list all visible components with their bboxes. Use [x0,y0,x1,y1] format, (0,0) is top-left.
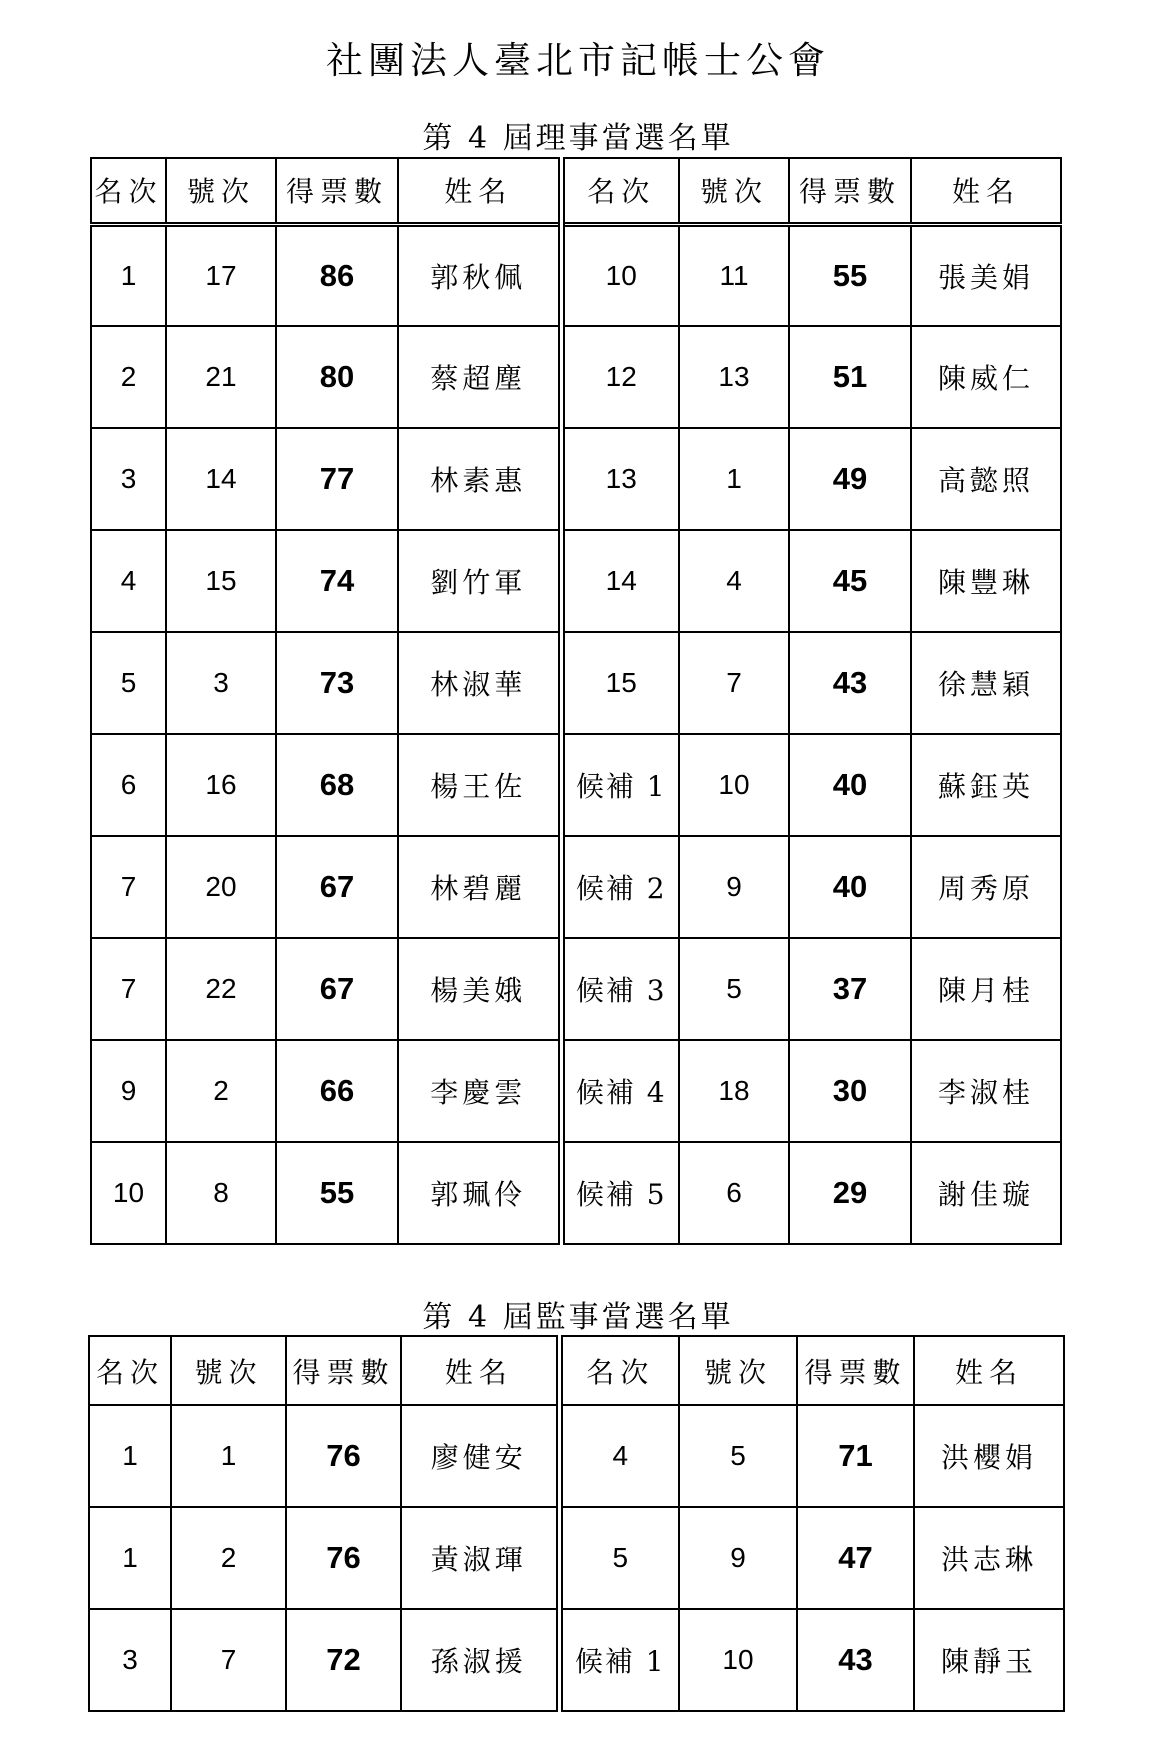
cell-name: 楊王佐 [398,734,561,836]
cell-name: 蔡超塵 [398,326,561,428]
cell-number: 9 [679,1507,797,1609]
cell-number: 5 [679,1405,797,1507]
cell-number: 2 [166,1040,276,1142]
cell-votes: 74 [276,530,398,632]
cell-name: 蘇鈺英 [911,734,1061,836]
cell-number: 1 [171,1405,286,1507]
column-header-number: 號次 [679,1336,797,1405]
cell-number: 3 [166,632,276,734]
cell-votes: 66 [276,1040,398,1142]
column-header-votes: 得票數 [797,1336,914,1405]
cell-votes: 77 [276,428,398,530]
cell-number: 17 [166,224,276,326]
cell-number: 10 [679,734,789,836]
table-row [91,632,1061,734]
column-header-votes: 得票數 [789,158,911,224]
cell-votes: 40 [789,734,911,836]
cell-votes: 43 [789,632,911,734]
cell-name: 楊美娥 [398,938,561,1040]
table-row [91,938,1061,1040]
cell-name: 孫淑援 [401,1609,559,1711]
cell-rank: 候補 4 [561,1040,679,1142]
cell-votes: 55 [276,1142,398,1244]
cell-rank: 10 [561,224,679,326]
table-header-row [89,1336,1064,1405]
cell-name: 林碧麗 [398,836,561,938]
cell-rank: 3 [89,1609,171,1711]
cell-votes: 71 [797,1405,914,1507]
cell-rank: 14 [561,530,679,632]
table-row [91,326,1061,428]
cell-name: 陳月桂 [911,938,1061,1040]
cell-name: 謝佳璇 [911,1142,1061,1244]
column-header-votes: 得票數 [286,1336,401,1405]
cell-votes: 86 [276,224,398,326]
cell-rank: 5 [559,1507,679,1609]
table-row [91,530,1061,632]
cell-rank: 15 [561,632,679,734]
cell-rank: 12 [561,326,679,428]
cell-votes: 73 [276,632,398,734]
cell-number: 7 [679,632,789,734]
table-row [91,428,1061,530]
column-header-rank: 名次 [89,1336,171,1405]
cell-votes: 67 [276,938,398,1040]
cell-votes: 43 [797,1609,914,1711]
cell-votes: 47 [797,1507,914,1609]
cell-name: 李慶雲 [398,1040,561,1142]
cell-name: 洪志琳 [914,1507,1064,1609]
column-header-name: 姓名 [398,158,561,224]
cell-rank: 候補 2 [561,836,679,938]
cell-number: 16 [166,734,276,836]
cell-number: 18 [679,1040,789,1142]
column-header-votes: 得票數 [276,158,398,224]
cell-number: 5 [679,938,789,1040]
cell-rank: 6 [91,734,166,836]
cell-name: 李淑桂 [911,1040,1061,1142]
cell-name: 徐慧穎 [911,632,1061,734]
page-title: 社團法人臺北市記帳士公會 [326,39,830,82]
cell-votes: 37 [789,938,911,1040]
table-row [91,836,1061,938]
cell-votes: 30 [789,1040,911,1142]
table-row [89,1609,1064,1711]
cell-rank: 候補 1 [561,734,679,836]
cell-votes: 40 [789,836,911,938]
cell-number: 4 [679,530,789,632]
table-row [91,1142,1061,1244]
cell-name: 廖健安 [401,1405,559,1507]
table-row [89,1405,1064,1507]
cell-number: 13 [679,326,789,428]
board-section-title: 第 4 屆理事當選名單 [422,121,734,156]
cell-name: 劉竹軍 [398,530,561,632]
board-table-body [91,224,1061,1244]
column-header-rank: 名次 [91,158,166,224]
cell-votes: 76 [286,1405,401,1507]
cell-number: 7 [171,1609,286,1711]
cell-votes: 67 [276,836,398,938]
cell-rank: 1 [89,1507,171,1609]
cell-rank: 候補 1 [559,1609,679,1711]
cell-votes: 68 [276,734,398,836]
cell-rank: 1 [91,224,166,326]
table-header-row [91,158,1061,224]
cell-rank: 13 [561,428,679,530]
cell-name: 高懿照 [911,428,1061,530]
cell-rank: 7 [91,938,166,1040]
cell-votes: 45 [789,530,911,632]
column-header-name: 姓名 [401,1336,559,1405]
table-row [91,1040,1061,1142]
column-header-name: 姓名 [911,158,1061,224]
cell-rank: 10 [91,1142,166,1244]
cell-name: 周秀原 [911,836,1061,938]
cell-number: 9 [679,836,789,938]
column-header-number: 號次 [166,158,276,224]
cell-name: 張美娟 [911,224,1061,326]
cell-rank: 候補 5 [561,1142,679,1244]
cell-votes: 49 [789,428,911,530]
cell-votes: 29 [789,1142,911,1244]
cell-number: 6 [679,1142,789,1244]
cell-name: 郭秋佩 [398,224,561,326]
cell-number: 8 [166,1142,276,1244]
cell-rank: 7 [91,836,166,938]
cell-votes: 55 [789,224,911,326]
supervisor-section-title: 第 4 屆監事當選名單 [422,1300,734,1335]
cell-number: 21 [166,326,276,428]
cell-number: 10 [679,1609,797,1711]
board-results-table [90,157,1062,1245]
cell-votes: 51 [789,326,911,428]
cell-rank: 4 [559,1405,679,1507]
cell-rank: 1 [89,1405,171,1507]
cell-votes: 80 [276,326,398,428]
cell-votes: 72 [286,1609,401,1711]
supervisor-results-table [88,1335,1065,1712]
column-header-rank: 名次 [559,1336,679,1405]
cell-name: 林淑華 [398,632,561,734]
cell-rank: 3 [91,428,166,530]
column-header-rank: 名次 [561,158,679,224]
cell-number: 2 [171,1507,286,1609]
cell-rank: 4 [91,530,166,632]
column-header-number: 號次 [171,1336,286,1405]
cell-number: 11 [679,224,789,326]
cell-name: 陳豐琳 [911,530,1061,632]
cell-rank: 9 [91,1040,166,1142]
cell-rank: 候補 3 [561,938,679,1040]
cell-number: 1 [679,428,789,530]
cell-number: 15 [166,530,276,632]
cell-number: 14 [166,428,276,530]
column-header-number: 號次 [679,158,789,224]
table-row [91,734,1061,836]
cell-number: 22 [166,938,276,1040]
cell-name: 郭珮伶 [398,1142,561,1244]
cell-name: 陳靜玉 [914,1609,1064,1711]
cell-rank: 5 [91,632,166,734]
cell-name: 洪櫻娟 [914,1405,1064,1507]
table-row [91,224,1061,326]
supervisor-table-body [89,1405,1064,1711]
column-header-name: 姓名 [914,1336,1064,1405]
table-row [89,1507,1064,1609]
cell-rank: 2 [91,326,166,428]
cell-votes: 76 [286,1507,401,1609]
cell-name: 林素惠 [398,428,561,530]
cell-name: 陳威仁 [911,326,1061,428]
cell-number: 20 [166,836,276,938]
cell-name: 黃淑琿 [401,1507,559,1609]
